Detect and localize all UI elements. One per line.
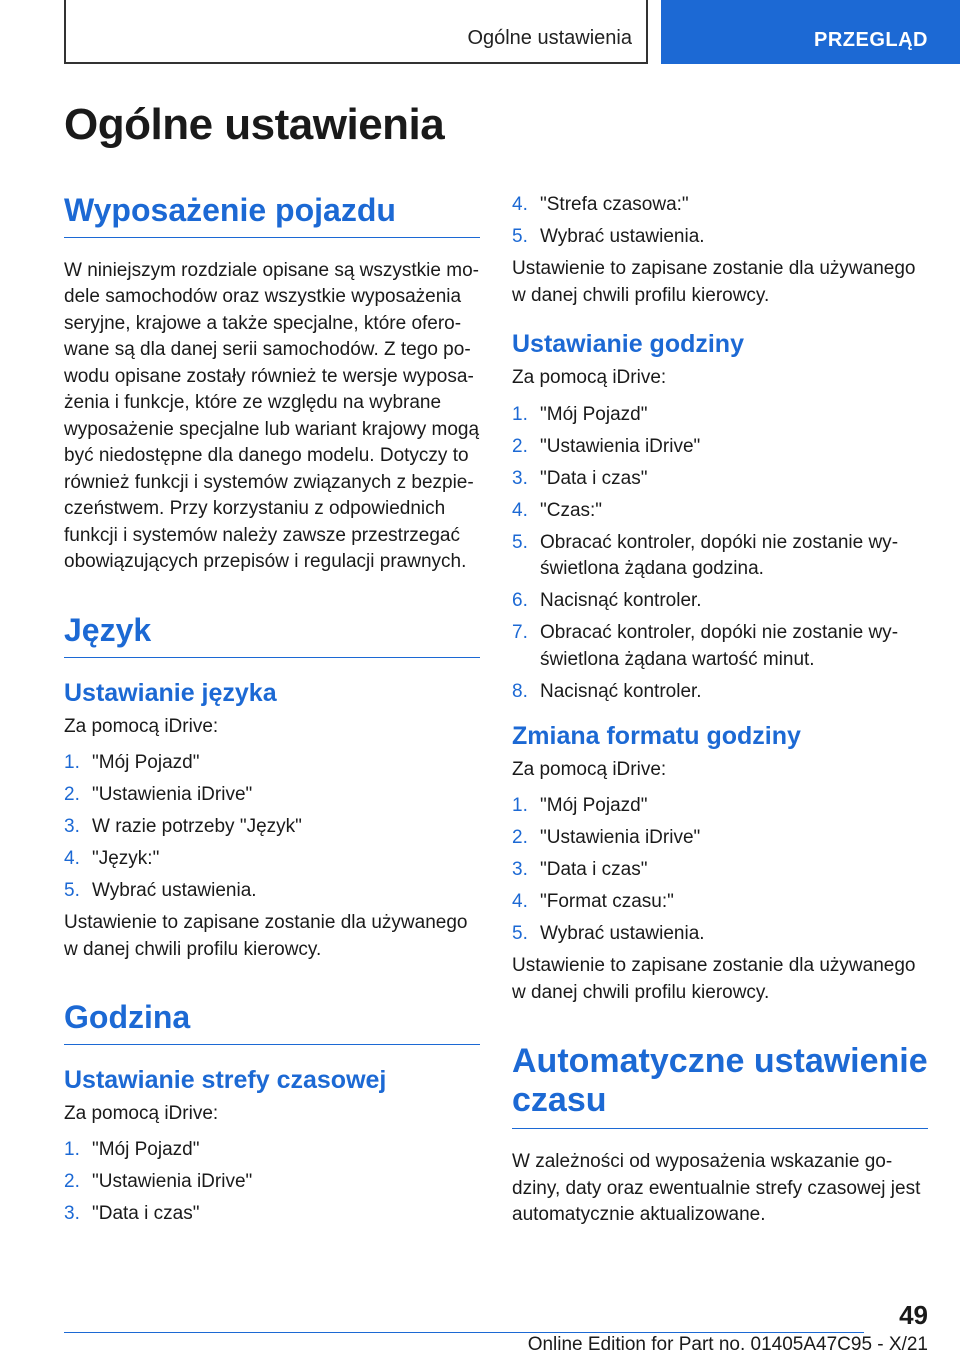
header-section-title [64, 0, 648, 64]
list-item: 5. Wybrać ustawienia. [64, 880, 257, 902]
list-item: 4. "Strefa czasowa:" [512, 194, 689, 215]
list-item: 2. "Ustawienia iDrive" [64, 1171, 253, 1193]
list-item: 5. Wybrać ustawienia. [512, 923, 705, 944]
list-item: 4. "Format czasu:" [512, 891, 674, 912]
subheading-format: Zmiana formatu godziny [512, 721, 801, 750]
list-item: 3. "Data i czas" [512, 467, 648, 489]
steps-strefa [64, 1137, 480, 1228]
footer-edition [0, 1334, 928, 1356]
list-item: 5. Wybrać ustawienia. [512, 226, 705, 247]
list-item: 3. W razie potrzeby "Język" [64, 816, 302, 838]
steps-format [512, 793, 928, 948]
list-item: 2. "Ustawienia iDrive" [512, 435, 701, 457]
header-tab-label: PRZEGLĄD [814, 29, 928, 51]
list-item: 7. Obracać kontroler, dopóki nie zostanie wyświetlona żądana wartość minut. [512, 622, 899, 670]
left-column [64, 192, 480, 1233]
list-item: 1. "Mój Pojazd" [64, 1139, 200, 1161]
intro-jezyk: Za pomocą iDrive: [64, 715, 219, 737]
intro-strefa: Za pomocą iDrive: [64, 1102, 219, 1124]
intro-format: Za pomocą iDrive: [512, 758, 667, 780]
heading-godzina: Godzina [64, 999, 480, 1045]
list-item: 2. "Ustawienia iDrive" [64, 784, 253, 806]
list-item: 6. Nacisnąć kontroler. [512, 590, 702, 611]
list-item: 1. "Mój Pojazd" [64, 752, 200, 774]
list-item: 3. "Data i czas" [64, 1203, 200, 1225]
subheading-strefa: Ustawianie strefy czasowej [64, 1065, 387, 1094]
subheading-ustawianie-jezyka: Ustawianie języka [64, 678, 277, 707]
right-column [512, 192, 928, 1229]
note-jezyk: Ustawienie to zapisane zostanie dla używanego w danej chwili profilu kierowcy. [64, 912, 468, 960]
list-item: 4. "Czas:" [512, 499, 603, 521]
list-item: 3. "Data i czas" [512, 859, 648, 880]
note-strefa: Ustawienie to zapisane zostanie dla używanego w danej chwili profilu kierowcy. [512, 258, 916, 306]
page-number: 49 [899, 1300, 928, 1330]
list-item: 8. Nacisnąć kontroler. [512, 680, 702, 702]
footer-edition-text: Online Edition for Part no. 01405A47C95 - X/21 [527, 1334, 928, 1355]
steps-jezyk [64, 750, 480, 905]
steps-strefa-cont [512, 192, 928, 251]
steps-godziny [512, 402, 928, 706]
header-section-label: Ogólne ustawienia [467, 27, 632, 49]
list-item: 1. "Mój Pojazd" [512, 795, 648, 816]
subheading-godziny: Ustawianie godziny [512, 330, 744, 358]
paragraph-auto: W zależności od wyposażenia wskazanie godziny, daty oraz ewentualnie strefy czasowej jest automatycznie aktualizowane. [512, 1151, 921, 1226]
note-format: Ustawienie to zapisane zostanie dla używanego w danej chwili profilu kierowcy. [512, 955, 916, 1003]
heading-auto: Automatyczne ustawienie czasu [512, 1042, 928, 1129]
list-item: 1. "Mój Pojazd" [512, 403, 648, 425]
paragraph-wyposazenie: W niniejszym rozdziale opisane są wszystkie modele samochodów oraz wszystkie wyposażenia seryjne, krajowe a także specjalne, które oferowane są dla danej serii samochodów. Z tego powodu opisane zostały również te wersje wyposażenia i funkcje, które ze względu na wybrane wyposażenie specjalne lub wariant krajowy mogą być niedostępne dla danego modelu. Dotyczy to również funkcji i systemów związanych z bezpieczeństwem. Przy korzystaniu z odpowiednich funkcji i systemów należy zawsze przestrzegać obowiązujących przepisów i regulacji prawnych. [64, 259, 480, 573]
list-item: 5. Obracać kontroler, dopóki nie zostanie wyświetlona żądana godzina. [512, 531, 899, 579]
intro-godziny: Za pomocą iDrive: [512, 367, 667, 388]
page-title: Ogólne ustawienia [64, 100, 445, 149]
header-overview-tab[interactable] [661, 0, 960, 64]
list-item: 2. "Ustawienia iDrive" [512, 827, 701, 848]
footer-divider [64, 1332, 864, 1333]
heading-jezyk: Język [64, 612, 480, 658]
list-item: 4. "Język:" [64, 848, 160, 870]
heading-wyposazenie: Wyposażenie pojazdu [64, 192, 480, 238]
